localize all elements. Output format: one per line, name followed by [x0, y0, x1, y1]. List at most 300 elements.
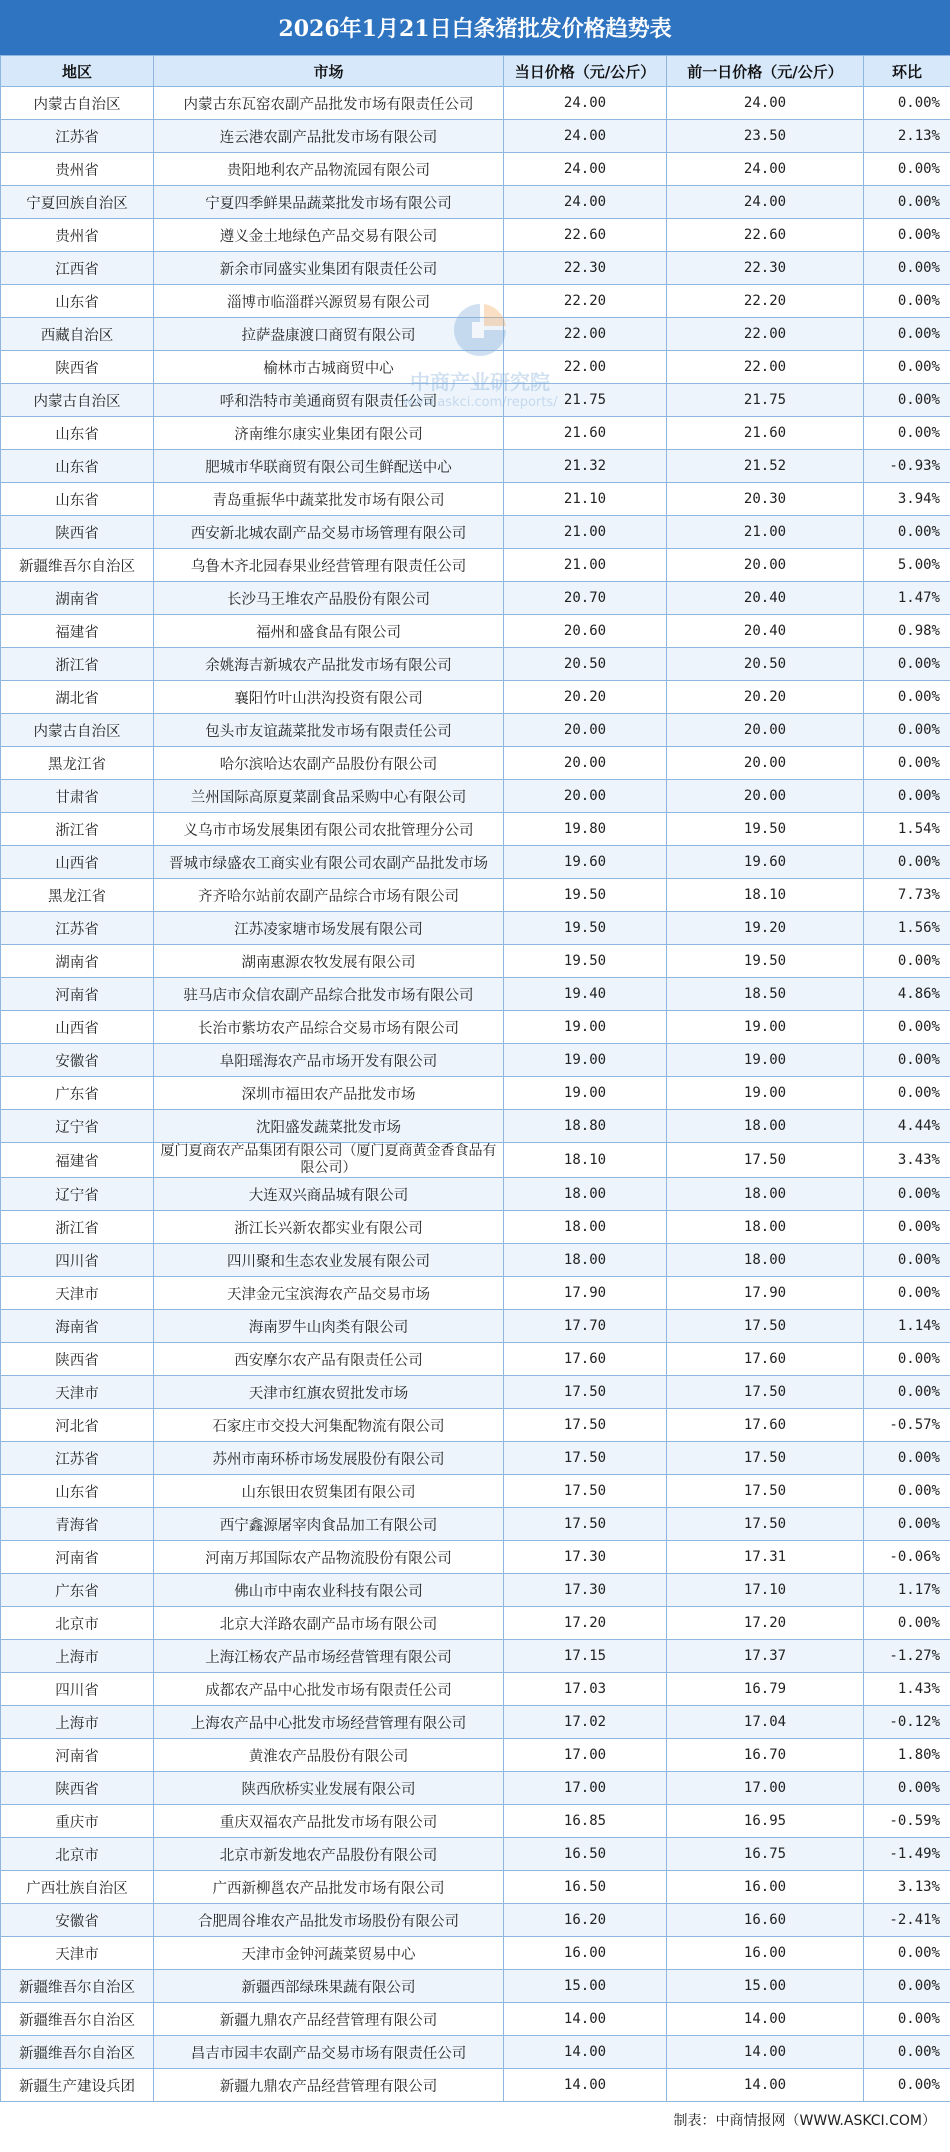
- cell-market: 肥城市华联商贸有限公司生鲜配送中心: [154, 450, 504, 483]
- table-row: [1, 1409, 950, 1442]
- cell-change: 0.00%: [864, 714, 950, 747]
- cell-region: 内蒙古自治区: [1, 87, 154, 120]
- cell-region: 河北省: [1, 1409, 154, 1442]
- cell-today-price: 24.00: [504, 120, 667, 153]
- table-row: [1, 1937, 950, 1970]
- table-row: [1, 1277, 950, 1310]
- cell-region: 海南省: [1, 1310, 154, 1343]
- cell-region: 山东省: [1, 417, 154, 450]
- cell-prev-price: 22.60: [667, 219, 864, 252]
- footer-credit: 制表：中商情报网（WWW.ASKCI.COM）: [673, 2112, 936, 2129]
- cell-change: 7.73%: [864, 879, 950, 912]
- cell-prev-price: 20.30: [667, 483, 864, 516]
- cell-change: 4.44%: [864, 1110, 950, 1143]
- table-row: [1, 1310, 950, 1343]
- cell-today-price: 14.00: [504, 2036, 667, 2069]
- cell-market: 深圳市福田农产品批发市场: [154, 1077, 504, 1110]
- cell-today-price: 21.00: [504, 549, 667, 582]
- table-body: [1, 87, 950, 2102]
- header-prev-price: 前一日价格（元/公斤）: [667, 56, 864, 87]
- cell-region: 湖南省: [1, 945, 154, 978]
- cell-change: 1.54%: [864, 813, 950, 846]
- table-row: [1, 978, 950, 1011]
- cell-region: 浙江省: [1, 1211, 154, 1244]
- cell-prev-price: 20.20: [667, 681, 864, 714]
- cell-market: 北京市新发地农产品股份有限公司: [154, 1838, 504, 1871]
- cell-change: -0.06%: [864, 1541, 950, 1574]
- cell-market: 沈阳盛发蔬菜批发市场: [154, 1110, 504, 1143]
- cell-today-price: 17.15: [504, 1640, 667, 1673]
- cell-change: 0.00%: [864, 351, 950, 384]
- cell-market: 乌鲁木齐北园春果业经营管理有限责任公司: [154, 549, 504, 582]
- cell-market: 宁夏四季鲜果品蔬菜批发市场有限公司: [154, 186, 504, 219]
- cell-change: 0.00%: [864, 1277, 950, 1310]
- cell-region: 陕西省: [1, 351, 154, 384]
- table-row: [1, 153, 950, 186]
- cell-prev-price: 19.60: [667, 846, 864, 879]
- cell-region: 黑龙江省: [1, 879, 154, 912]
- cell-market: 拉萨盎康渡口商贸有限公司: [154, 318, 504, 351]
- cell-region: 四川省: [1, 1673, 154, 1706]
- cell-market: 包头市友谊蔬菜批发市场有限责任公司: [154, 714, 504, 747]
- cell-region: 陕西省: [1, 1343, 154, 1376]
- cell-prev-price: 20.00: [667, 549, 864, 582]
- cell-prev-price: 18.00: [667, 1211, 864, 1244]
- cell-change: 0.00%: [864, 318, 950, 351]
- cell-market: 西安摩尔农产品有限责任公司: [154, 1343, 504, 1376]
- cell-change: 0.00%: [864, 2003, 950, 2036]
- cell-today-price: 22.60: [504, 219, 667, 252]
- cell-prev-price: 14.00: [667, 2036, 864, 2069]
- table-row: [1, 1475, 950, 1508]
- cell-region: 山东省: [1, 1475, 154, 1508]
- cell-today-price: 20.50: [504, 648, 667, 681]
- cell-change: 0.00%: [864, 1772, 950, 1805]
- cell-market: 天津市金钟河蔬菜贸易中心: [154, 1937, 504, 1970]
- cell-today-price: 17.00: [504, 1739, 667, 1772]
- table-row: [1, 120, 950, 153]
- cell-change: 0.00%: [864, 1937, 950, 1970]
- table-row: [1, 516, 950, 549]
- cell-prev-price: 16.00: [667, 1871, 864, 1904]
- cell-market: 兰州国际高原夏菜副食品采购中心有限公司: [154, 780, 504, 813]
- cell-today-price: 19.50: [504, 879, 667, 912]
- cell-change: -0.93%: [864, 450, 950, 483]
- cell-prev-price: 24.00: [667, 87, 864, 120]
- cell-region: 安徽省: [1, 1904, 154, 1937]
- cell-region: 山西省: [1, 846, 154, 879]
- cell-region: 新疆生产建设兵团: [1, 2069, 154, 2102]
- cell-market: 大连双兴商品城有限公司: [154, 1178, 504, 1211]
- cell-today-price: 17.30: [504, 1574, 667, 1607]
- cell-change: 0.00%: [864, 780, 950, 813]
- cell-change: 3.94%: [864, 483, 950, 516]
- cell-prev-price: 17.50: [667, 1475, 864, 1508]
- cell-today-price: 17.50: [504, 1409, 667, 1442]
- cell-market: 新余市同盛实业集团有限责任公司: [154, 252, 504, 285]
- table-row: [1, 1343, 950, 1376]
- cell-prev-price: 19.50: [667, 945, 864, 978]
- cell-prev-price: 21.60: [667, 417, 864, 450]
- cell-region: 上海市: [1, 1640, 154, 1673]
- cell-region: 黑龙江省: [1, 747, 154, 780]
- cell-today-price: 17.60: [504, 1343, 667, 1376]
- table-row: [1, 747, 950, 780]
- cell-today-price: 20.60: [504, 615, 667, 648]
- cell-change: 1.80%: [864, 1739, 950, 1772]
- cell-market: 新疆九鼎农产品经营管理有限公司: [154, 2069, 504, 2102]
- cell-change: -0.57%: [864, 1409, 950, 1442]
- table-row: [1, 351, 950, 384]
- cell-region: 河南省: [1, 1541, 154, 1574]
- table-row: [1, 219, 950, 252]
- cell-prev-price: 17.90: [667, 1277, 864, 1310]
- table-row: [1, 450, 950, 483]
- cell-region: 内蒙古自治区: [1, 714, 154, 747]
- cell-market: 湖南惠源农牧发展有限公司: [154, 945, 504, 978]
- table-row: [1, 318, 950, 351]
- cell-region: 上海市: [1, 1706, 154, 1739]
- cell-change: 0.00%: [864, 1442, 950, 1475]
- cell-prev-price: 20.40: [667, 582, 864, 615]
- table-row: [1, 1739, 950, 1772]
- cell-today-price: 20.00: [504, 747, 667, 780]
- cell-prev-price: 21.00: [667, 516, 864, 549]
- cell-region: 宁夏回族自治区: [1, 186, 154, 219]
- cell-prev-price: 22.20: [667, 285, 864, 318]
- cell-market: 合肥周谷堆农产品批发市场股份有限公司: [154, 1904, 504, 1937]
- table-row: [1, 1143, 950, 1178]
- cell-change: 0.00%: [864, 1244, 950, 1277]
- header-row: [1, 56, 950, 87]
- cell-market: 四川聚和生态农业发展有限公司: [154, 1244, 504, 1277]
- cell-change: 1.17%: [864, 1574, 950, 1607]
- table-row: [1, 945, 950, 978]
- cell-change: 1.14%: [864, 1310, 950, 1343]
- cell-market: 重庆双福农产品批发市场有限公司: [154, 1805, 504, 1838]
- table-row: [1, 1706, 950, 1739]
- cell-today-price: 16.00: [504, 1937, 667, 1970]
- table-row: [1, 912, 950, 945]
- table-row: [1, 1772, 950, 1805]
- cell-market: 浙江长兴新农都实业有限公司: [154, 1211, 504, 1244]
- cell-prev-price: 20.00: [667, 714, 864, 747]
- cell-market: 青岛重振华中蔬菜批发市场有限公司: [154, 483, 504, 516]
- cell-prev-price: 17.50: [667, 1143, 864, 1178]
- cell-today-price: 17.02: [504, 1706, 667, 1739]
- cell-today-price: 24.00: [504, 153, 667, 186]
- cell-region: 四川省: [1, 1244, 154, 1277]
- cell-region: 江苏省: [1, 120, 154, 153]
- table-row: [1, 1541, 950, 1574]
- table-row: [1, 285, 950, 318]
- cell-market: 厦门夏商农产品集团有限公司（厦门夏商黄金香食品有限公司）: [154, 1143, 504, 1178]
- cell-prev-price: 17.00: [667, 1772, 864, 1805]
- cell-prev-price: 17.50: [667, 1376, 864, 1409]
- table-row: [1, 1607, 950, 1640]
- cell-region: 新疆维吾尔自治区: [1, 1970, 154, 2003]
- table-row: [1, 1640, 950, 1673]
- cell-prev-price: 17.20: [667, 1607, 864, 1640]
- table-row: [1, 681, 950, 714]
- table-row: [1, 87, 950, 120]
- cell-market: 陕西欣桥实业发展有限公司: [154, 1772, 504, 1805]
- cell-change: 0.00%: [864, 285, 950, 318]
- cell-market: 江苏凌家塘市场发展有限公司: [154, 912, 504, 945]
- cell-prev-price: 23.50: [667, 120, 864, 153]
- cell-today-price: 19.80: [504, 813, 667, 846]
- cell-region: 天津市: [1, 1376, 154, 1409]
- cell-today-price: 16.85: [504, 1805, 667, 1838]
- cell-region: 福建省: [1, 615, 154, 648]
- cell-change: 0.00%: [864, 1475, 950, 1508]
- cell-prev-price: 17.31: [667, 1541, 864, 1574]
- cell-prev-price: 16.00: [667, 1937, 864, 1970]
- cell-today-price: 15.00: [504, 1970, 667, 2003]
- cell-change: 0.00%: [864, 1970, 950, 2003]
- table-row: [1, 384, 950, 417]
- cell-market: 长治市紫坊农产品综合交易市场有限公司: [154, 1011, 504, 1044]
- cell-change: 0.00%: [864, 846, 950, 879]
- cell-prev-price: 18.10: [667, 879, 864, 912]
- header-market: 市场: [154, 56, 504, 87]
- cell-region: 新疆维吾尔自治区: [1, 2036, 154, 2069]
- cell-region: 广西壮族自治区: [1, 1871, 154, 1904]
- cell-market: 石家庄市交投大河集配物流有限公司: [154, 1409, 504, 1442]
- cell-market: 连云港农副产品批发市场有限公司: [154, 120, 504, 153]
- cell-today-price: 19.40: [504, 978, 667, 1011]
- cell-region: 辽宁省: [1, 1178, 154, 1211]
- table-row: [1, 1871, 950, 1904]
- cell-today-price: 22.00: [504, 351, 667, 384]
- cell-change: 2.13%: [864, 120, 950, 153]
- cell-region: 浙江省: [1, 648, 154, 681]
- cell-change: 0.00%: [864, 747, 950, 780]
- cell-change: -0.59%: [864, 1805, 950, 1838]
- cell-today-price: 17.50: [504, 1442, 667, 1475]
- cell-today-price: 20.00: [504, 780, 667, 813]
- cell-prev-price: 19.00: [667, 1077, 864, 1110]
- cell-change: 1.56%: [864, 912, 950, 945]
- cell-prev-price: 16.79: [667, 1673, 864, 1706]
- cell-today-price: 19.00: [504, 1044, 667, 1077]
- cell-today-price: 16.50: [504, 1871, 667, 1904]
- cell-prev-price: 20.00: [667, 747, 864, 780]
- cell-prev-price: 20.00: [667, 780, 864, 813]
- table-row: [1, 648, 950, 681]
- cell-prev-price: 17.60: [667, 1409, 864, 1442]
- cell-change: 0.00%: [864, 2036, 950, 2069]
- table-row: [1, 1904, 950, 1937]
- cell-today-price: 20.20: [504, 681, 667, 714]
- cell-region: 贵州省: [1, 219, 154, 252]
- cell-market: 内蒙古东瓦窑农副产品批发市场有限责任公司: [154, 87, 504, 120]
- cell-change: 0.00%: [864, 1178, 950, 1211]
- cell-today-price: 24.00: [504, 87, 667, 120]
- table-row: [1, 1508, 950, 1541]
- header-change: 环比: [864, 56, 950, 87]
- cell-today-price: 17.90: [504, 1277, 667, 1310]
- cell-market: 济南维尔康实业集团有限公司: [154, 417, 504, 450]
- cell-change: 0.00%: [864, 1607, 950, 1640]
- watermark-text: 中商产业研究院: [410, 370, 550, 394]
- header-today-price: 当日价格（元/公斤）: [504, 56, 667, 87]
- cell-prev-price: 14.00: [667, 2003, 864, 2036]
- cell-prev-price: 17.60: [667, 1343, 864, 1376]
- cell-market: 福州和盛食品有限公司: [154, 615, 504, 648]
- cell-region: 江苏省: [1, 1442, 154, 1475]
- cell-change: 5.00%: [864, 549, 950, 582]
- cell-today-price: 21.75: [504, 384, 667, 417]
- cell-region: 贵州省: [1, 153, 154, 186]
- cell-region: 陕西省: [1, 516, 154, 549]
- cell-region: 福建省: [1, 1143, 154, 1178]
- cell-change: 0.00%: [864, 1376, 950, 1409]
- table-row: [1, 1673, 950, 1706]
- cell-change: -0.12%: [864, 1706, 950, 1739]
- cell-today-price: 16.20: [504, 1904, 667, 1937]
- table-row: [1, 780, 950, 813]
- cell-market: 淄博市临淄群兴源贸易有限公司: [154, 285, 504, 318]
- table-row: [1, 1442, 950, 1475]
- cell-today-price: 21.32: [504, 450, 667, 483]
- cell-region: 甘肃省: [1, 780, 154, 813]
- cell-region: 陕西省: [1, 1772, 154, 1805]
- cell-region: 天津市: [1, 1277, 154, 1310]
- cell-today-price: 18.80: [504, 1110, 667, 1143]
- cell-prev-price: 18.50: [667, 978, 864, 1011]
- cell-prev-price: 19.00: [667, 1011, 864, 1044]
- cell-region: 江西省: [1, 252, 154, 285]
- cell-market: 义乌市市场发展集团有限公司农批管理分公司: [154, 813, 504, 846]
- cell-market: 齐齐哈尔站前农副产品综合市场有限公司: [154, 879, 504, 912]
- cell-today-price: 24.00: [504, 186, 667, 219]
- cell-market: 遵义金土地绿色产品交易有限公司: [154, 219, 504, 252]
- table-row: [1, 813, 950, 846]
- cell-change: 0.00%: [864, 186, 950, 219]
- cell-today-price: 19.00: [504, 1011, 667, 1044]
- cell-change: 0.00%: [864, 681, 950, 714]
- cell-today-price: 18.00: [504, 1211, 667, 1244]
- cell-change: 0.00%: [864, 1044, 950, 1077]
- cell-change: 0.00%: [864, 516, 950, 549]
- cell-market: 山东银田农贸集团有限公司: [154, 1475, 504, 1508]
- table-row: [1, 1244, 950, 1277]
- cell-change: 4.86%: [864, 978, 950, 1011]
- table-row: [1, 879, 950, 912]
- cell-market: 苏州市南环桥市场发展股份有限公司: [154, 1442, 504, 1475]
- header-region: 地区: [1, 56, 154, 87]
- table-row: [1, 1011, 950, 1044]
- cell-prev-price: 18.00: [667, 1110, 864, 1143]
- cell-region: 湖南省: [1, 582, 154, 615]
- cell-prev-price: 17.50: [667, 1310, 864, 1343]
- cell-today-price: 22.30: [504, 252, 667, 285]
- table-row: [1, 1077, 950, 1110]
- table-row: [1, 549, 950, 582]
- cell-region: 重庆市: [1, 1805, 154, 1838]
- cell-prev-price: 22.00: [667, 318, 864, 351]
- cell-change: 0.00%: [864, 2069, 950, 2102]
- cell-prev-price: 21.75: [667, 384, 864, 417]
- table-row: [1, 615, 950, 648]
- cell-today-price: 16.50: [504, 1838, 667, 1871]
- cell-prev-price: 16.70: [667, 1739, 864, 1772]
- cell-region: 新疆维吾尔自治区: [1, 549, 154, 582]
- table-row: [1, 1211, 950, 1244]
- table-row: [1, 186, 950, 219]
- cell-region: 天津市: [1, 1937, 154, 1970]
- cell-prev-price: 16.95: [667, 1805, 864, 1838]
- table-row: [1, 483, 950, 516]
- cell-market: 襄阳竹叶山洪沟投资有限公司: [154, 681, 504, 714]
- cell-change: 0.98%: [864, 615, 950, 648]
- cell-today-price: 17.50: [504, 1508, 667, 1541]
- table-row: [1, 417, 950, 450]
- cell-market: 海南罗牛山肉类有限公司: [154, 1310, 504, 1343]
- cell-market: 成都农产品中心批发市场有限责任公司: [154, 1673, 504, 1706]
- table-row: [1, 1376, 950, 1409]
- cell-today-price: 22.20: [504, 285, 667, 318]
- cell-prev-price: 24.00: [667, 153, 864, 186]
- cell-prev-price: 17.37: [667, 1640, 864, 1673]
- cell-region: 山东省: [1, 450, 154, 483]
- cell-region: 安徽省: [1, 1044, 154, 1077]
- cell-prev-price: 17.50: [667, 1442, 864, 1475]
- cell-prev-price: 21.52: [667, 450, 864, 483]
- cell-market: 北京大洋路农副产品市场有限公司: [154, 1607, 504, 1640]
- cell-today-price: 17.30: [504, 1541, 667, 1574]
- cell-region: 江苏省: [1, 912, 154, 945]
- cell-region: 河南省: [1, 1739, 154, 1772]
- cell-market: 河南万邦国际农产品物流股份有限公司: [154, 1541, 504, 1574]
- cell-prev-price: 19.20: [667, 912, 864, 945]
- cell-region: 山东省: [1, 483, 154, 516]
- cell-prev-price: 17.04: [667, 1706, 864, 1739]
- cell-change: 0.00%: [864, 648, 950, 681]
- cell-market: 天津金元宝滨海农产品交易市场: [154, 1277, 504, 1310]
- cell-market: 昌吉市园丰农副产品交易市场有限责任公司: [154, 2036, 504, 2069]
- cell-market: 新疆九鼎农产品经营管理有限公司: [154, 2003, 504, 2036]
- cell-region: 北京市: [1, 1607, 154, 1640]
- cell-prev-price: 14.00: [667, 2069, 864, 2102]
- cell-market: 西宁鑫源屠宰肉食品加工有限公司: [154, 1508, 504, 1541]
- cell-region: 广东省: [1, 1077, 154, 1110]
- cell-market: 新疆西部绿珠果蔬有限公司: [154, 1970, 504, 2003]
- cell-change: 0.00%: [864, 1211, 950, 1244]
- table-row: [1, 1574, 950, 1607]
- table-row: [1, 846, 950, 879]
- cell-region: 河南省: [1, 978, 154, 1011]
- cell-today-price: 21.60: [504, 417, 667, 450]
- cell-market: 上海农产品中心批发市场经营管理有限公司: [154, 1706, 504, 1739]
- table-row: [1, 1044, 950, 1077]
- table-row: [1, 582, 950, 615]
- cell-region: 青海省: [1, 1508, 154, 1541]
- cell-market: 哈尔滨哈达农副产品股份有限公司: [154, 747, 504, 780]
- cell-today-price: 18.00: [504, 1178, 667, 1211]
- cell-prev-price: 15.00: [667, 1970, 864, 2003]
- cell-prev-price: 16.75: [667, 1838, 864, 1871]
- cell-region: 湖北省: [1, 681, 154, 714]
- cell-change: 0.00%: [864, 417, 950, 450]
- cell-prev-price: 18.00: [667, 1244, 864, 1277]
- cell-today-price: 19.50: [504, 945, 667, 978]
- cell-prev-price: 19.50: [667, 813, 864, 846]
- cell-today-price: 17.50: [504, 1376, 667, 1409]
- cell-today-price: 17.70: [504, 1310, 667, 1343]
- cell-change: 0.00%: [864, 219, 950, 252]
